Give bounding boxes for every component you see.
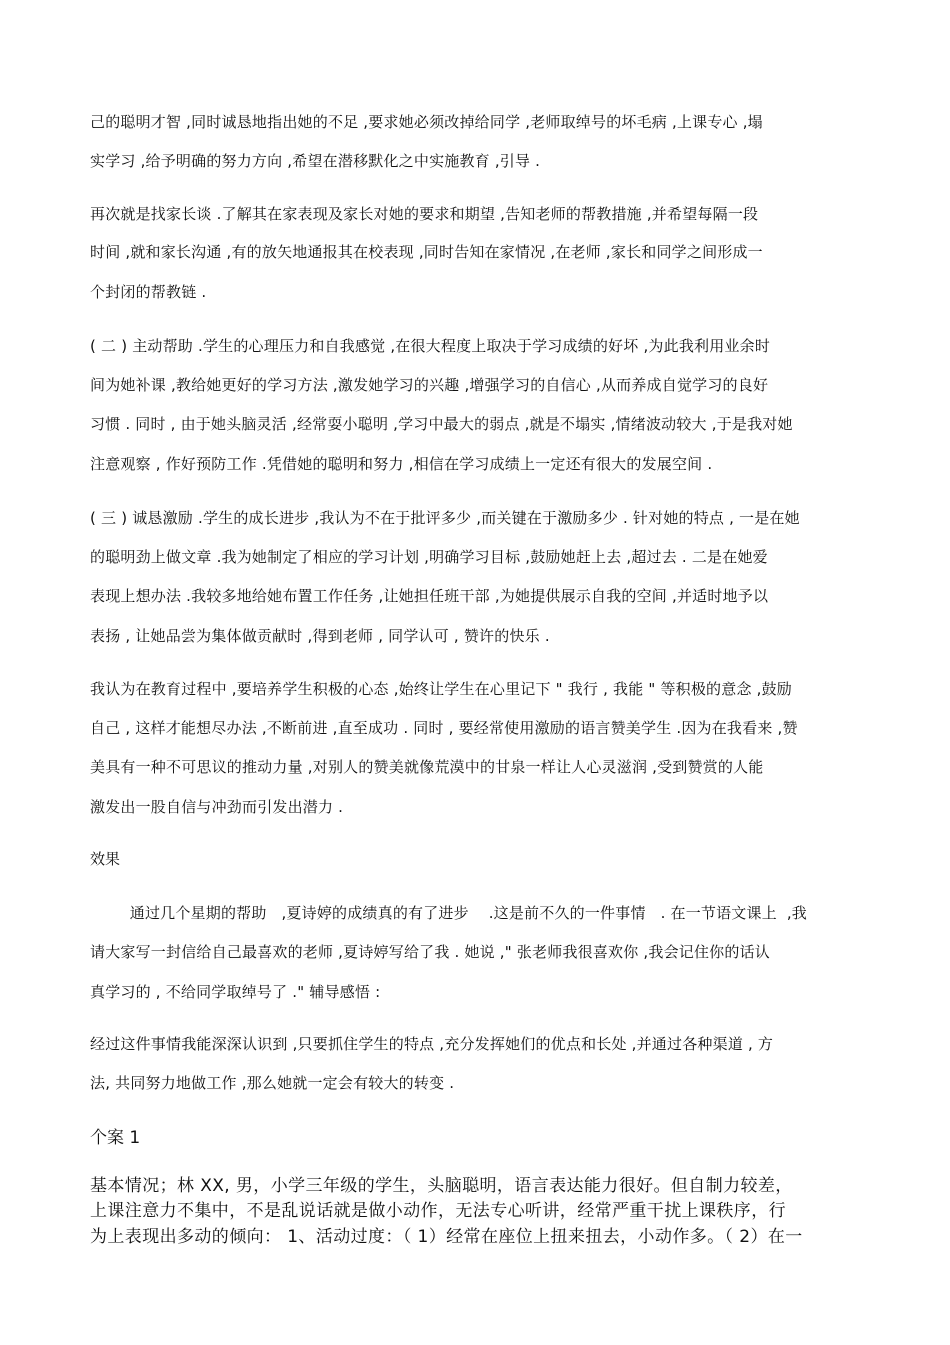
paragraph-2-line-1: 再次就是找家长谈 .了解其在家表现及家长对她的要求和期望 ,告知老师的帮教措施 ,并希望每隔一段 [90, 205, 759, 223]
effect-paragraph-line-2: 请大家写一封信给自己最喜欢的老师 ,夏诗婷写给了我 . 她说 ," 张老师我很喜欢你 ,我会记住你的话认 [90, 943, 770, 961]
paragraph-3-line-2: 间为她补课 ,教给她更好的学习方法 ,激发她学习的兴趣 ,增强学习的自信心 ,从而养成自觉学习的良好 [90, 376, 769, 394]
paragraph-5-line-2: 自己 , 这样才能想尽办法 ,不断前进 ,直至成功 . 同时 , 要经常使用激励的语言赞美学生 .因为在我看来 ,赞 [90, 719, 798, 737]
case-paragraph-line-1: 基本情况；林 XX, 男，小学三年级的学生，头脑聪明，语言表达能力很好。但自制力较差， [90, 1176, 793, 1196]
paragraph-1-line-1: 己的聪明才智 ,同时诚恳地指出她的不足 ,要求她必须改掉给同学 ,老师取绰号的坏毛病 ,上课专心 ,塌 [90, 113, 763, 131]
reflection-line-2: 法, 共同努力地做工作 ,那么她就一定会有较大的转变 . [90, 1074, 455, 1092]
paragraph-1-line-2: 实学习 ,给予明确的努力方向 ,希望在潜移默化之中实施教育 ,引导 . [90, 152, 541, 170]
paragraph-2-line-3: 个封闭的帮教链 . [90, 283, 207, 301]
paragraph-5-line-4: 激发出一股自信与冲劲而引发出潜力 . [90, 798, 344, 816]
effect-heading: 效果 [90, 850, 121, 868]
reflection-line-1: 经过这件事情我能深深认识到 ,只要抓住学生的特点 ,充分发挥她们的优点和长处 ,并通过各种渠道 , 方 [90, 1035, 774, 1053]
paragraph-5-line-1: 我认为在教育过程中 ,要培养学生积极的心态 ,始终让学生在心里记下 " 我行 , 我能 " 等积极的意念 ,鼓励 [90, 680, 792, 698]
paragraph-3-line-3: 习惯 . 同时 , 由于她头脑灵活 ,经常耍小聪明 ,学习中最大的弱点 ,就是不塌实 ,情绪波动较大 ,于是我对她 [90, 415, 793, 433]
paragraph-3-line-4: 注意观察 , 作好预防工作 .凭借她的聪明和努力 ,相信在学习成绩上一定还有很大的发展空间 . [90, 455, 713, 473]
case-paragraph-line-2: 上课注意力不集中，不是乱说话就是做小动作，无法专心听讲，经常严重干扰上课秩序，行 [90, 1201, 786, 1221]
effect-paragraph-line-3: 真学习的 , 不给同学取绰号了 ." 辅导感悟 : [90, 983, 381, 1001]
paragraph-2-line-2: 时间 ,就和家长沟通 ,有的放矢地通报其在校表现 ,同时告知在家情况 ,在老师 ,家长和同学之间形成一 [90, 243, 763, 261]
case-paragraph-line-3: 为上表现出多动的倾向： 1、活动过度：（ 1）经常在座位上扭来扭去，小动作多。（ 2）在一 [90, 1227, 803, 1247]
paragraph-5-line-3: 美具有一种不可思议的推动力量 ,对别人的赞美就像荒漠中的甘泉一样让人心灵滋润 ,受到赞赏的人能 [90, 758, 764, 776]
paragraph-3-line-1: ( 二 ) 主动帮助 .学生的心理压力和自我感觉 ,在很大程度上取决于学习成绩的好坏 ,为此我利用业余时 [90, 337, 771, 355]
paragraph-4-line-1: ( 三 ) 诚恳激励 .学生的成长进步 ,我认为不在于批评多少 ,而关键在于激励多少 . 针对她的特点 , 一是在她 [90, 509, 800, 527]
case-heading: 个案 1 [90, 1128, 141, 1148]
effect-paragraph-line-1: 通过几个星期的帮助 ,夏诗婷的成绩真的有了进步 .这是前不久的一件事情 . 在一节语文课上 ,我 [90, 904, 808, 922]
paragraph-4-line-4: 表扬 , 让她品尝为集体做贡献时 ,得到老师 , 同学认可 , 赞许的快乐 . [90, 627, 550, 645]
paragraph-4-line-2: 的聪明劲上做文章 .我为她制定了相应的学习计划 ,明确学习目标 ,鼓励她赶上去 ,超过去 . 二是在她爱 [90, 548, 768, 566]
paragraph-4-line-3: 表现上想办法 .我较多地给她布置工作任务 ,让她担任班干部 ,为她提供展示自我的空间 ,并适时地予以 [90, 587, 769, 605]
